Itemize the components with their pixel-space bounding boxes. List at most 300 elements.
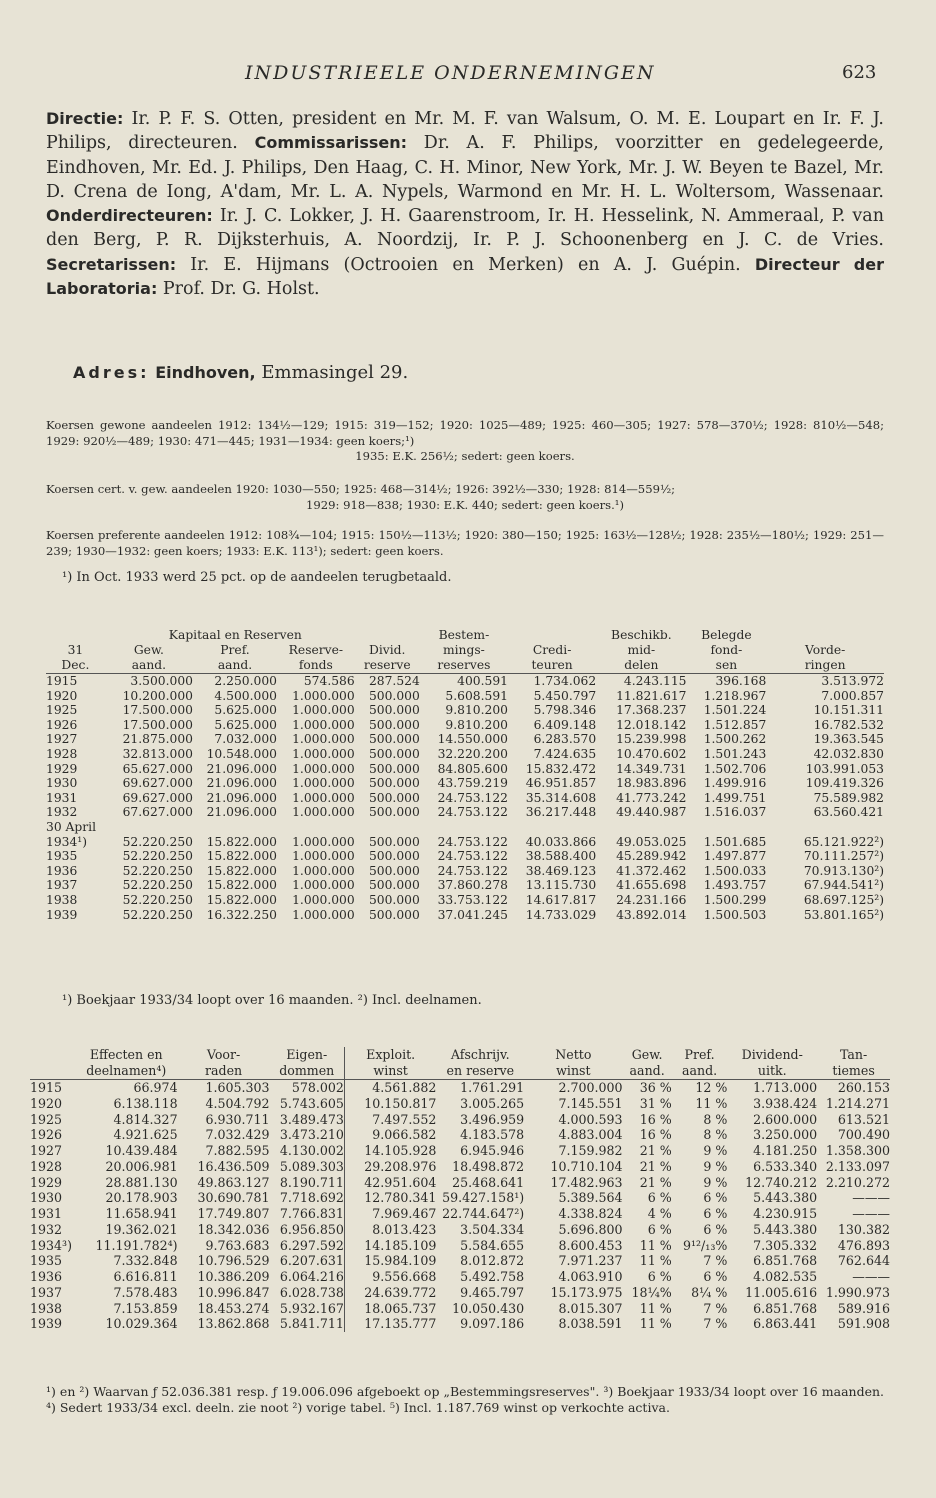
value-cell: 6.930.711 (205, 1111, 270, 1127)
value-cell: 4.063.910 (558, 1269, 623, 1284)
header-cell: dommen (270, 1063, 345, 1080)
year-cell: 1935 (30, 1253, 63, 1269)
value-cell: 3.504.334 (460, 1221, 525, 1237)
value-cell: 37.860.278 (437, 878, 508, 893)
value-cell: 12 % (695, 1080, 728, 1095)
year-cell: 1931 (30, 1206, 63, 1221)
value-cell: 8.038.591 (558, 1316, 623, 1332)
value-cell: 6 % (703, 1221, 728, 1237)
year-cell: 1934¹) (46, 834, 88, 849)
value-cell: 1.516.037 (703, 805, 767, 820)
value-cell: 7.000.857 (821, 688, 884, 703)
value-cell: 21.096.000 (206, 776, 277, 791)
value-cell: 1.000.000 (292, 805, 355, 820)
value-cell: 1.000.000 (292, 849, 355, 864)
table-header-row (46, 658, 884, 674)
header-cell: Netto (555, 1047, 592, 1062)
value-cell: 9.810.200 (445, 703, 508, 718)
value-cell: 5.625.000 (214, 717, 277, 732)
value-cell: 500.000 (368, 717, 420, 732)
header-cell: aand. (105, 658, 193, 674)
year-cell: 1936 (30, 1269, 63, 1284)
value-cell: 52.220.250 (122, 907, 193, 922)
value-cell: 12.740.212 (745, 1174, 818, 1190)
value-cell: 16 % (639, 1111, 672, 1127)
koersen-preferente (46, 528, 884, 559)
header-cell: mid- (627, 643, 656, 657)
header-cell: aand. (193, 658, 277, 674)
value-cell: 2.600.000 (753, 1111, 818, 1127)
year-cell: 1927 (30, 1143, 63, 1158)
value-cell: ——— (852, 1190, 890, 1206)
value-cell: 19.362.021 (105, 1221, 178, 1237)
value-cell: 21.096.000 (206, 761, 277, 776)
value-cell: 15.822.000 (206, 834, 277, 849)
value-cell: 4.504.792 (205, 1095, 270, 1111)
value-cell: 1.990.973 (825, 1284, 890, 1300)
header-cell: Eigen- (286, 1047, 328, 1062)
value-cell: 13.115.730 (525, 878, 597, 893)
value-cell: 500.000 (368, 834, 420, 849)
value-cell: 6.851.768 (753, 1253, 818, 1269)
value-cell: 49.440.987 (616, 805, 687, 820)
value-cell: 1.497.877 (703, 849, 767, 864)
value-cell (355, 820, 420, 835)
table-header-row (46, 643, 884, 658)
value-cell: 5.443.380 (753, 1221, 818, 1237)
value-cell: 1.493.757 (703, 878, 767, 893)
table-row (46, 864, 884, 879)
value-cell: 1.501.224 (703, 703, 767, 718)
page-number: 623 (842, 62, 877, 83)
value-cell: 10.710.104 (550, 1158, 623, 1174)
value-cell: 1.000.000 (292, 703, 355, 718)
value-cell: 7.305.332 (753, 1237, 818, 1253)
table-row (30, 1301, 890, 1317)
value-cell: 9 % (703, 1143, 728, 1158)
value-cell: 24.753.122 (437, 805, 508, 820)
value-cell: 4.561.882 (344, 1080, 436, 1096)
value-cell: 3.513.972 (821, 674, 884, 688)
management-paragraph (46, 107, 884, 301)
value-cell: 18.983.896 (616, 776, 687, 791)
year-cell: 1939 (46, 907, 78, 922)
value-cell: 10.470.602 (616, 746, 687, 761)
value-cell: 21 % (639, 1158, 672, 1174)
value-cell: 24.639.772 (344, 1285, 436, 1301)
value-cell: 1.713.000 (753, 1080, 818, 1095)
value-cell: 9.066.582 (344, 1127, 436, 1143)
value-cell: 17.500.000 (122, 703, 193, 718)
value-cell: 15.984.109 (344, 1253, 436, 1269)
value-cell: 43.892.014 (616, 907, 687, 922)
header-cell: Vorde- (804, 643, 846, 657)
value-cell: 37.041.245 (437, 907, 508, 922)
value-cell: 10.151.311 (813, 703, 884, 718)
value-cell: 260.153 (837, 1080, 890, 1095)
value-cell: 8.190.711 (279, 1174, 344, 1190)
value-cell (508, 820, 596, 835)
value-cell: 11 % (695, 1095, 728, 1111)
value-cell: 1.500.262 (703, 732, 767, 747)
year-cell: 1915 (46, 674, 78, 688)
value-cell: 15.822.000 (206, 863, 277, 878)
value-cell: 40.033.866 (525, 834, 597, 849)
value-cell: 12.780.341 (344, 1190, 436, 1206)
year-cell: 1925 (30, 1111, 63, 1127)
value-cell: 10.996.847 (197, 1284, 270, 1300)
value-cell: 6.283.570 (533, 732, 597, 747)
value-cell: 31 % (639, 1095, 672, 1111)
value-cell: 500.000 (368, 892, 420, 907)
header-cell: Dec. (46, 658, 105, 674)
header-cell (46, 628, 105, 643)
header-cell (30, 1047, 75, 1063)
value-cell: 42.032.830 (813, 746, 884, 761)
value-cell: 15.822.000 (206, 878, 277, 893)
value-cell: 3.500.000 (130, 674, 193, 688)
value-cell: 33.753.122 (437, 892, 508, 907)
text-directeur-laboratoria: Prof. Dr. G. Holst. (157, 279, 320, 300)
year-cell: 1920 (46, 688, 78, 703)
label-commissarissen: Commissarissen: (254, 133, 408, 153)
value-cell: 1.000.000 (292, 746, 355, 761)
value-cell: 11 % (639, 1300, 672, 1316)
value-cell: 6 % (647, 1221, 672, 1237)
value-cell: 24.231.166 (616, 892, 687, 907)
year-cell: 1938 (46, 892, 78, 907)
value-cell: 1.500.033 (703, 863, 767, 878)
value-cell: 10.200.000 (122, 688, 193, 703)
header-cell: Exploit. (344, 1047, 436, 1063)
value-cell: 21.875.000 (122, 732, 193, 747)
value-cell: 7 % (703, 1300, 728, 1316)
table-row (30, 1206, 890, 1222)
value-cell: 1.000.000 (292, 790, 355, 805)
value-cell: 13.862.868 (197, 1316, 270, 1332)
table-row (46, 689, 884, 704)
value-cell: 14.105.928 (344, 1143, 436, 1159)
value-cell: 52.220.250 (122, 878, 193, 893)
value-cell: 14.550.000 (437, 732, 508, 747)
value-cell: 36 % (639, 1080, 672, 1095)
value-cell: 6 % (647, 1190, 672, 1206)
value-cell: 7.578.483 (113, 1284, 178, 1300)
value-cell: 41.773.242 (616, 790, 687, 805)
value-cell: 14.617.817 (525, 892, 597, 907)
value-cell: 17.482.963 (550, 1174, 623, 1190)
value-cell: 1.214.271 (825, 1095, 890, 1111)
value-cell: 21.096.000 (206, 805, 277, 820)
value-cell: 4.082.535 (753, 1269, 818, 1284)
year-cell: 1928 (30, 1158, 63, 1174)
value-cell: 36.217.448 (525, 805, 597, 820)
value-cell: 6.207.631 (279, 1253, 344, 1269)
header-cell: uitk. (727, 1063, 817, 1080)
value-cell: 5.841.711 (279, 1316, 344, 1332)
header-cell: delen (596, 658, 686, 674)
value-cell: 5.608.591 (445, 688, 508, 703)
table-row (30, 1127, 890, 1143)
value-cell: 8 % (703, 1111, 728, 1127)
value-cell: 4 % (647, 1206, 672, 1221)
value-cell: 700.490 (837, 1127, 890, 1143)
value-cell: 4.500.000 (214, 688, 277, 703)
value-cell: 11.191.782⁴) (95, 1237, 178, 1253)
address-street: Emmasingel 29. (261, 362, 409, 383)
value-cell: 11 % (639, 1237, 672, 1253)
value-cell: 41.655.698 (616, 878, 687, 893)
address-label: Adres: (73, 363, 150, 382)
value-cell: 6.533.340 (753, 1158, 818, 1174)
value-cell: 10.050.430 (452, 1300, 525, 1316)
year-cell: 1915 (30, 1080, 63, 1095)
value-cell: 5.389.564 (558, 1190, 623, 1206)
value-cell: 30.690.781 (197, 1190, 270, 1206)
value-cell: 20.178.903 (105, 1190, 178, 1206)
value-cell: 4.183.578 (460, 1127, 525, 1143)
value-cell: 500.000 (368, 732, 420, 747)
value-cell: 500.000 (368, 703, 420, 718)
header-cell: ringen (766, 658, 884, 674)
value-cell: 9.097.186 (460, 1316, 525, 1332)
value-cell: 45.289.942 (616, 849, 687, 864)
value-cell: 589.916 (837, 1300, 890, 1316)
header-cell: Reserve- (288, 643, 344, 657)
value-cell: 10.150.817 (344, 1096, 436, 1112)
value-cell: 500.000 (368, 863, 420, 878)
value-cell: 3.250.000 (753, 1127, 818, 1143)
value-cell: 52.220.250 (122, 834, 193, 849)
value-cell: 1.499.751 (703, 790, 767, 805)
value-cell: 18.342.036 (197, 1221, 270, 1237)
header-cell: Credi- (532, 643, 572, 657)
value-cell: 21 % (639, 1143, 672, 1158)
value-cell: 500.000 (368, 878, 420, 893)
value-cell: 10.386.209 (197, 1269, 270, 1284)
running-title: INDUSTRIEELE ONDERNEMINGEN (245, 62, 656, 84)
koersen-line: Koersen gewone aandeelen 1912: 134½—129; 1915: 319—152; 1920: 1025—489; 1925: 460—305; 1927: 578—370½; 1928: 810½—548; 1929: 920½—489; 1930: 471—445; 1931—1934: geen koers;¹) (46, 418, 884, 448)
year-cell: 1929 (30, 1174, 63, 1190)
value-cell: 41.372.462 (616, 863, 687, 878)
table-row (46, 820, 884, 835)
value-cell: 38.588.400 (525, 849, 597, 864)
value-cell: 46.951.857 (525, 776, 597, 791)
value-cell: 6.409.148 (533, 717, 597, 732)
value-cell: 52.220.250 (122, 849, 193, 864)
header-cell: aand. (672, 1063, 728, 1080)
value-cell: 7 % (703, 1316, 728, 1332)
value-cell: 49.863.127 (197, 1174, 270, 1190)
table-row (46, 791, 884, 806)
value-cell: 52.220.250 (122, 863, 193, 878)
value-cell: 5.450.797 (533, 688, 597, 703)
koersen-line-2: 1929: 918—838; 1930: E.K. 440; sedert: geen koers.¹) (306, 497, 624, 512)
table-row (46, 849, 884, 864)
value-cell: 14.733.029 (525, 907, 597, 922)
value-cell: ——— (852, 1269, 890, 1284)
value-cell: 2.250.000 (214, 674, 277, 688)
value-cell: 6.138.118 (113, 1095, 178, 1111)
value-cell: 24.753.122 (437, 849, 508, 864)
value-cell: 14.185.109 (344, 1238, 436, 1254)
value-cell: 24.753.122 (437, 863, 508, 878)
value-cell: 43.759.219 (437, 776, 508, 791)
address-city: Eindhoven, (155, 363, 256, 382)
value-cell: 8.600.453 (558, 1237, 623, 1253)
header-cell: Kapitaal en Reserven (168, 628, 302, 642)
value-cell (193, 820, 277, 835)
value-cell: 4.000.593 (558, 1111, 623, 1127)
value-cell: 32.220.200 (437, 746, 508, 761)
header-cell: Effecten en (89, 1047, 163, 1062)
value-cell: 3.473.210 (279, 1127, 344, 1143)
value-cell: 1.605.303 (205, 1080, 270, 1095)
value-cell: 10.029.364 (105, 1316, 178, 1332)
year-cell: 1925 (46, 703, 78, 718)
header-cell: raden (178, 1063, 270, 1080)
table-row (46, 747, 884, 762)
year-cell: 30 April (46, 819, 97, 834)
label-directie: Directie: (46, 109, 124, 128)
value-cell: 15.239.998 (616, 732, 687, 747)
table-row (46, 703, 884, 718)
value-cell: 400.591 (457, 674, 508, 688)
value-cell: 68.697.125²) (803, 892, 884, 907)
value-cell: 6.064.216 (279, 1269, 344, 1284)
value-cell (105, 820, 193, 835)
header-cell: winst (344, 1063, 436, 1080)
value-cell: 24.753.122 (437, 790, 508, 805)
value-cell: 5.089.303 (279, 1158, 344, 1174)
koersen-gewone (46, 418, 884, 465)
header-cell: Dividend- (741, 1047, 803, 1062)
value-cell: 9¹²/₁₃% (682, 1237, 728, 1253)
value-cell: 500.000 (368, 790, 420, 805)
value-cell: 109.419.326 (805, 776, 884, 791)
value-cell: 2.700.000 (558, 1080, 623, 1095)
table-row (30, 1269, 890, 1285)
value-cell: 6.863.441 (753, 1316, 818, 1332)
value-cell: 6 % (647, 1269, 672, 1284)
value-cell: 5.932.167 (279, 1300, 344, 1316)
value-cell: 5.696.800 (558, 1221, 623, 1237)
koersen-line: Koersen cert. v. gew. aandeelen 1920: 1030—550; 1925: 468—314½; 1926: 392½—330; 1928: 814—559½; (46, 482, 676, 496)
header-cell: mings- (442, 643, 485, 657)
value-cell: 1.500.299 (703, 892, 767, 907)
value-cell: 11.821.617 (616, 688, 687, 703)
header-cell: sen (687, 658, 767, 674)
value-cell: 3.938.424 (753, 1095, 818, 1111)
value-cell: 7.718.692 (279, 1190, 344, 1206)
year-cell: 1930 (46, 776, 78, 791)
value-cell: 16.436.509 (197, 1158, 270, 1174)
value-cell: 9 % (703, 1158, 728, 1174)
table-header-row (30, 1063, 890, 1080)
value-cell (420, 820, 508, 835)
table-row (30, 1238, 890, 1254)
value-cell: 75.589.982 (813, 790, 884, 805)
value-cell: 6.945.946 (460, 1143, 525, 1158)
value-cell: 130.382 (837, 1221, 890, 1237)
header-cell: Pref. (220, 643, 250, 657)
value-cell: 17.500.000 (122, 717, 193, 732)
value-cell: 1.000.000 (292, 717, 355, 732)
value-cell: 7.159.982 (558, 1143, 623, 1158)
value-cell: 9.810.200 (445, 717, 508, 732)
value-cell: 613.521 (837, 1111, 890, 1127)
table-row (46, 805, 884, 820)
value-cell: 1.358.300 (825, 1143, 890, 1158)
value-cell: 4.814.327 (113, 1111, 178, 1127)
value-cell: 5.443.380 (753, 1190, 818, 1206)
value-cell: 6.028.738 (279, 1284, 344, 1300)
value-cell: 10.548.000 (206, 746, 277, 761)
koersen-line: Koersen preferente aandeelen 1912: 108¾—104; 1915: 150½—113½; 1920: 380—150; 1925: 163½—128½; 1928: 235½—180½; 1929: 251—239; 1930—1932: geen koers; 1933: E.K. 113¹); sedert: geen koers. (46, 528, 884, 558)
header-cell (766, 628, 884, 643)
value-cell: 52.220.250 (122, 892, 193, 907)
header-cell: 31 (67, 643, 84, 657)
value-cell: 500.000 (368, 761, 420, 776)
table-row (46, 835, 884, 850)
label-secretarissen: Secretarissen: (46, 254, 177, 274)
value-cell: 6 % (703, 1206, 728, 1221)
year-cell: 1926 (46, 717, 78, 732)
header-cell: deelnamen⁴) (75, 1063, 178, 1080)
value-cell: 9 % (703, 1174, 728, 1190)
header-cell: teuren (508, 658, 596, 674)
value-cell: 38.469.123 (525, 863, 597, 878)
header-cell: Voor- (206, 1047, 241, 1062)
value-cell: 2.210.272 (825, 1174, 890, 1190)
value-cell: 12.018.142 (616, 717, 687, 732)
table-row (30, 1080, 890, 1096)
value-cell: 15.173.975 (550, 1284, 623, 1300)
value-cell: 1.218.967 (703, 688, 767, 703)
year-cell: 1932 (30, 1221, 63, 1237)
value-cell: 4.243.115 (623, 674, 687, 688)
header-cell (508, 628, 596, 643)
value-cell: 6 % (703, 1190, 728, 1206)
value-cell: 17.368.237 (616, 703, 687, 718)
value-cell: 20.006.981 (105, 1158, 178, 1174)
table-row (46, 718, 884, 733)
header-cell: Gew. (133, 643, 164, 657)
value-cell: 18¼% (631, 1284, 672, 1300)
value-cell: 6.297.592 (279, 1237, 344, 1253)
year-cell: 1937 (30, 1284, 63, 1300)
year-cell: 1938 (30, 1300, 63, 1316)
value-cell: 1.761.291 (460, 1080, 525, 1095)
value-cell: 1.502.706 (703, 761, 767, 776)
value-cell: 65.121.922²) (803, 834, 884, 849)
year-cell: 1928 (46, 746, 78, 761)
text-secretarissen: Ir. E. Hijmans (Octrooien en Merken) en A. J. Guépin. (176, 254, 755, 275)
results-table (30, 1047, 890, 1332)
value-cell: 7 % (703, 1253, 728, 1269)
table-row (46, 893, 884, 908)
value-cell: 21 % (639, 1174, 672, 1190)
table-row (46, 732, 884, 747)
value-cell: 8.012.872 (460, 1253, 525, 1269)
value-cell: 5.584.655 (460, 1237, 525, 1253)
value-cell: 500.000 (368, 805, 420, 820)
year-cell: 1937 (46, 878, 78, 893)
value-cell: 6.616.811 (113, 1269, 178, 1284)
value-cell: 18.065.737 (344, 1301, 436, 1317)
header-cell (355, 628, 420, 643)
header-cell: tiemes (817, 1063, 890, 1080)
